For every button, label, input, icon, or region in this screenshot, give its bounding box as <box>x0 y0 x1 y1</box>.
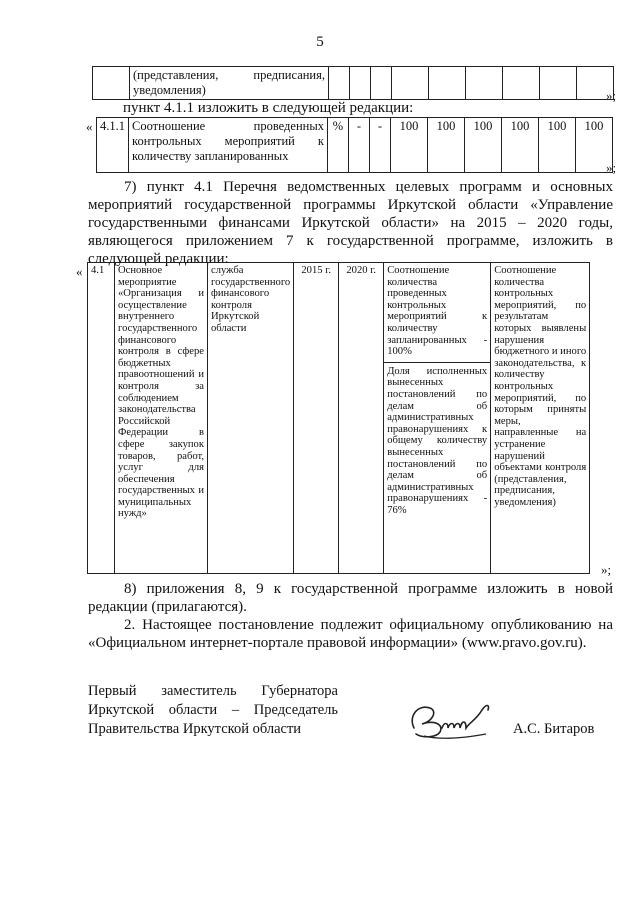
row-41-table <box>87 262 590 574</box>
row-41-open-quote: « <box>76 264 83 279</box>
paragraph-8 <box>88 580 613 616</box>
row-41-ind2: Доля исполненных вынесенных постановлений по делам об административных правонарушениях к общему количеству вынесенных постановлений по делам об административных правонарушениях - 76% <box>384 362 490 517</box>
row-41-num: 4.1 <box>88 263 115 574</box>
row-41-name: Основное мероприятие «Организация и осуществление внутреннего государственного финансового контроля в сфере бюджетных правоотношений и контроля за соблюдением законодательства Российской Федерации в сфере закупок товаров, работ, услуг для обеспечения государственных и муниципальных нужд» <box>115 263 208 574</box>
row-411-open-quote: « <box>86 119 93 134</box>
page-number: 5 <box>316 34 324 50</box>
paragraph-line: являющегося приложением 7 к государственной программе, изложить в <box>88 233 613 249</box>
row-41-executor: служба государственного финансового контроля Иркутской области <box>208 263 294 574</box>
row-411-val: 100 <box>576 118 613 173</box>
paragraph-2 <box>88 616 613 652</box>
row-411-val: - <box>349 118 370 173</box>
row-41-close-quote: »; <box>601 562 612 577</box>
top-row-close-quote: »; <box>606 88 617 103</box>
handwritten-signature <box>404 698 496 748</box>
row-411-val: 100 <box>502 118 539 173</box>
paragraph-line: мероприятий государственной программы Иркутской области «Управление <box>88 197 613 213</box>
signatory-line: Иркутской области – Председатель <box>88 702 338 718</box>
row-41-ind3: Соотношение количества контрольных мероприятий, по результатам которых выявлены нарушения бюджетного и иного законодательства, к количеству контрольных мероприятий, по которым приняты меры, направленные на устранение нарушений объектами контроля (представления, предписания, уведомления) <box>491 263 590 574</box>
row-411-val: 100 <box>428 118 465 173</box>
row-411-val: 100 <box>465 118 502 173</box>
paragraph-line: редакции (прилагаются). <box>88 599 247 615</box>
row-411-table <box>96 117 613 173</box>
signatory-name: А.С. Битаров <box>513 721 595 737</box>
row-411-num: 4.1.1 <box>97 118 129 173</box>
paragraph-line: 2. Настоящее постановление подлежит официальному опубликованию на <box>124 617 613 633</box>
top-row-text: (представления, предписания, уведомления) <box>130 67 329 100</box>
intro-411: пункт 4.1.1 изложить в следующей редакции: <box>123 100 414 116</box>
row-41-indicators <box>384 263 491 574</box>
row-41-start: 2015 г. <box>294 263 339 574</box>
paragraph-line: «Официальном интернет-портале правовой информации» (www.pravo.gov.ru). <box>88 635 587 651</box>
paragraph-line: 7) пункт 4.1 Перечня ведомственных целевых программ и основных <box>124 179 613 195</box>
table-row <box>88 263 590 574</box>
signatory-title <box>88 682 338 739</box>
paragraph-line: 8) приложения 8, 9 к государственной программе изложить в новой <box>124 581 613 597</box>
signatory-line: Правительства Иркутской области <box>88 721 302 737</box>
row-41-ind1: Соотношение количества проведенных контрольных мероприятий к количеству запланированных - 100% <box>387 265 488 358</box>
signatory-line: Первый заместитель Губернатора <box>88 683 338 699</box>
row-411-val: 100 <box>391 118 428 173</box>
row-411-val: 100 <box>539 118 576 173</box>
table-row <box>93 67 614 100</box>
row-411-close-quote: »; <box>606 160 617 175</box>
paragraph-line: следующей редакции: <box>88 251 229 267</box>
row-41-end: 2020 г. <box>339 263 384 574</box>
row-411-text: Соотношение проведенных контрольных мероприятий к количеству запланированных <box>129 118 328 173</box>
top-row-table <box>92 66 614 100</box>
row-411-unit: % <box>328 118 349 173</box>
row-411-val: - <box>370 118 391 173</box>
paragraph-line: государственными финансами Иркутской области» на 2015 – 2020 годы, <box>88 215 613 231</box>
table-row <box>97 118 613 173</box>
paragraph-7 <box>88 178 613 268</box>
